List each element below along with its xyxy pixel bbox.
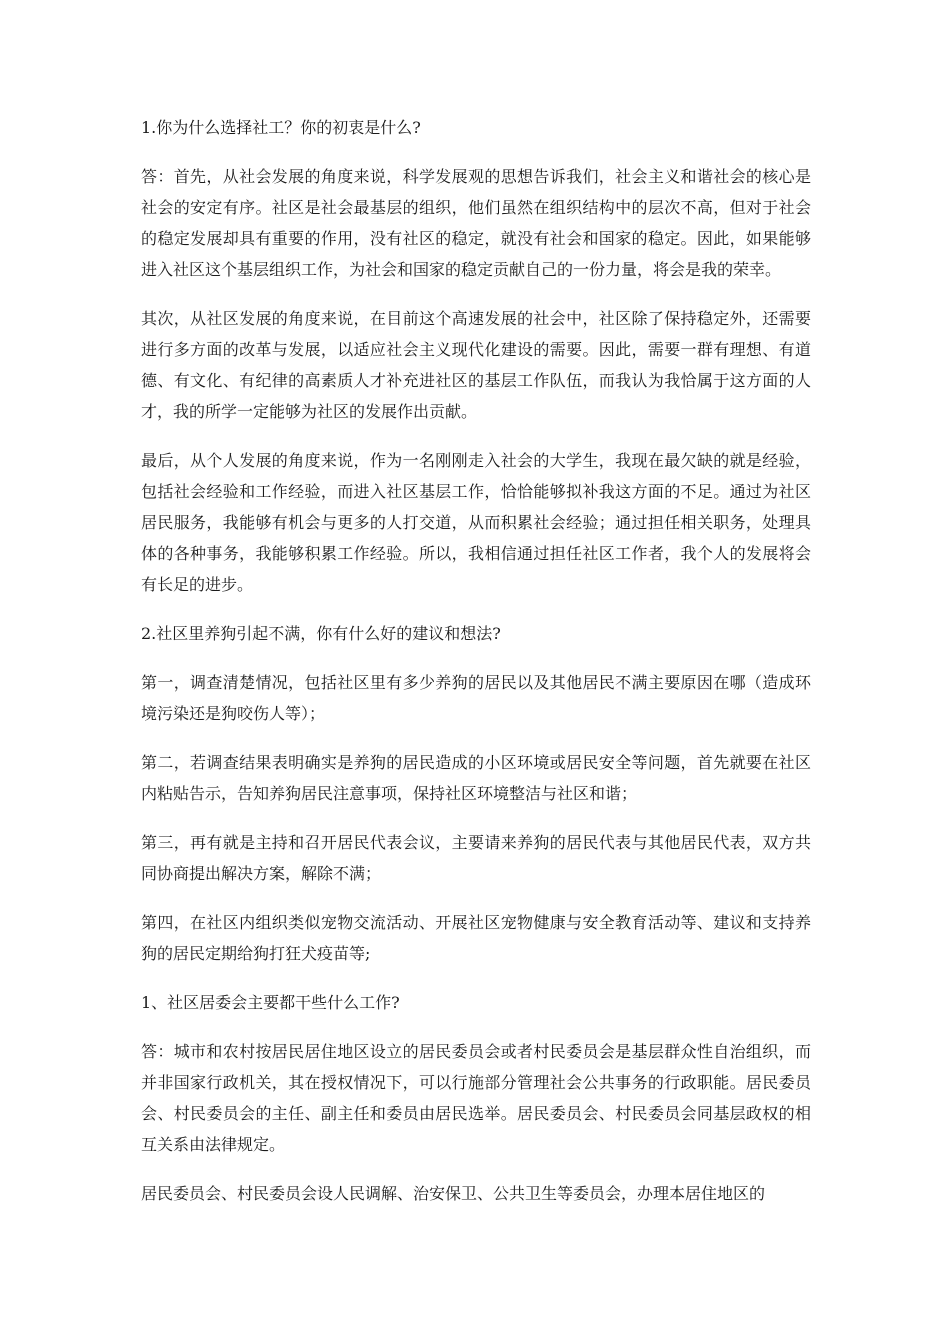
- answer-paragraph-2: 其次，从社区发展的角度来说，在目前这个高速发展的社会中，社区除了保持稳定外，还需要进行多方面的改革与发展，以适应社会主义现代化建设的需要。因此，需要一群有理想、有道德、有文化、有纪律的高素质人才补充进社区的基层工作队伍，而我认为我恰属于这方面的人才，我的所学一定能够为社区的发展作出贡献。: [141, 309, 811, 421]
- suggestion-paragraph-2: 第二，若调查结果表明确实是养狗的居民造成的小区环境或居民安全等问题，首先就要在社区内粘贴告示，告知养狗居民注意事项，保持社区环境整洁与社区和谐；: [141, 753, 811, 803]
- answer-paragraph-1: 答：首先，从社会发展的角度来说，科学发展观的思想告诉我们，社会主义和谐社会的核心是社会的安定有序。社区是社会最基层的组织，他们虽然在组织结构中的层次不高，但对于社会的稳定发展却具有重要的作用，没有社区的稳定，就没有社会和国家的稳定。因此，如果能够进入社区这个基层组织工作，为社会和国家的稳定贡献自己的一份力量，将会是我的荣幸。: [141, 167, 811, 279]
- committee-paragraph-1: 答：城市和农村按居民居住地区设立的居民委员会或者村民委员会是基层群众性自治组织，而并非国家行政机关，其在授权情况下，可以行施部分管理社会公共事务的行政职能。居民委员会、村民委员会的主任、副主任和委员由居民选举。居民委员会、村民委员会同基层政权的相互关系由法律规定。: [141, 1042, 811, 1154]
- committee-paragraph-2: 居民委员会、村民委员会设人民调解、治安保卫、公共卫生等委员会，办理本居住地区的: [141, 1184, 766, 1203]
- question-heading-2: 2.社区里养狗引起不满，你有什么好的建议和想法?: [141, 624, 501, 643]
- suggestion-paragraph-1: 第一，调查清楚情况，包括社区里有多少养狗的居民以及其他居民不满主要原因在哪（造成环境污染还是狗咬伤人等）；: [141, 673, 811, 723]
- question-heading-3: 1、社区居委会主要都干些什么工作?: [141, 993, 400, 1012]
- suggestion-paragraph-3: 第三，再有就是主持和召开居民代表会议，主要请来养狗的居民代表与其他居民代表，双方共同协商提出解决方案，解除不满；: [141, 833, 811, 883]
- answer-paragraph-3: 最后，从个人发展的角度来说，作为一名刚刚走入社会的大学生，我现在最欠缺的就是经验，包括社会经验和工作经验，而进入社区基层工作，恰恰能够拟补我这方面的不足。通过为社区居民服务，我能够有机会与更多的人打交道，从而积累社会经验；通过担任相关职务，处理具体的各种事务，我能够积累工作经验。所以，我相信通过担任社区工作者，我个人的发展将会有长足的进步。: [141, 451, 811, 594]
- document-body: [141, 112, 811, 1227]
- question-heading-1: 1.你为什么选择社工？你的初衷是什么?: [141, 118, 421, 137]
- suggestion-paragraph-4: 第四，在社区内组织类似宠物交流活动、开展社区宠物健康与安全教育活动等、建议和支持养狗的居民定期给狗打狂犬疫苗等;: [141, 913, 811, 963]
